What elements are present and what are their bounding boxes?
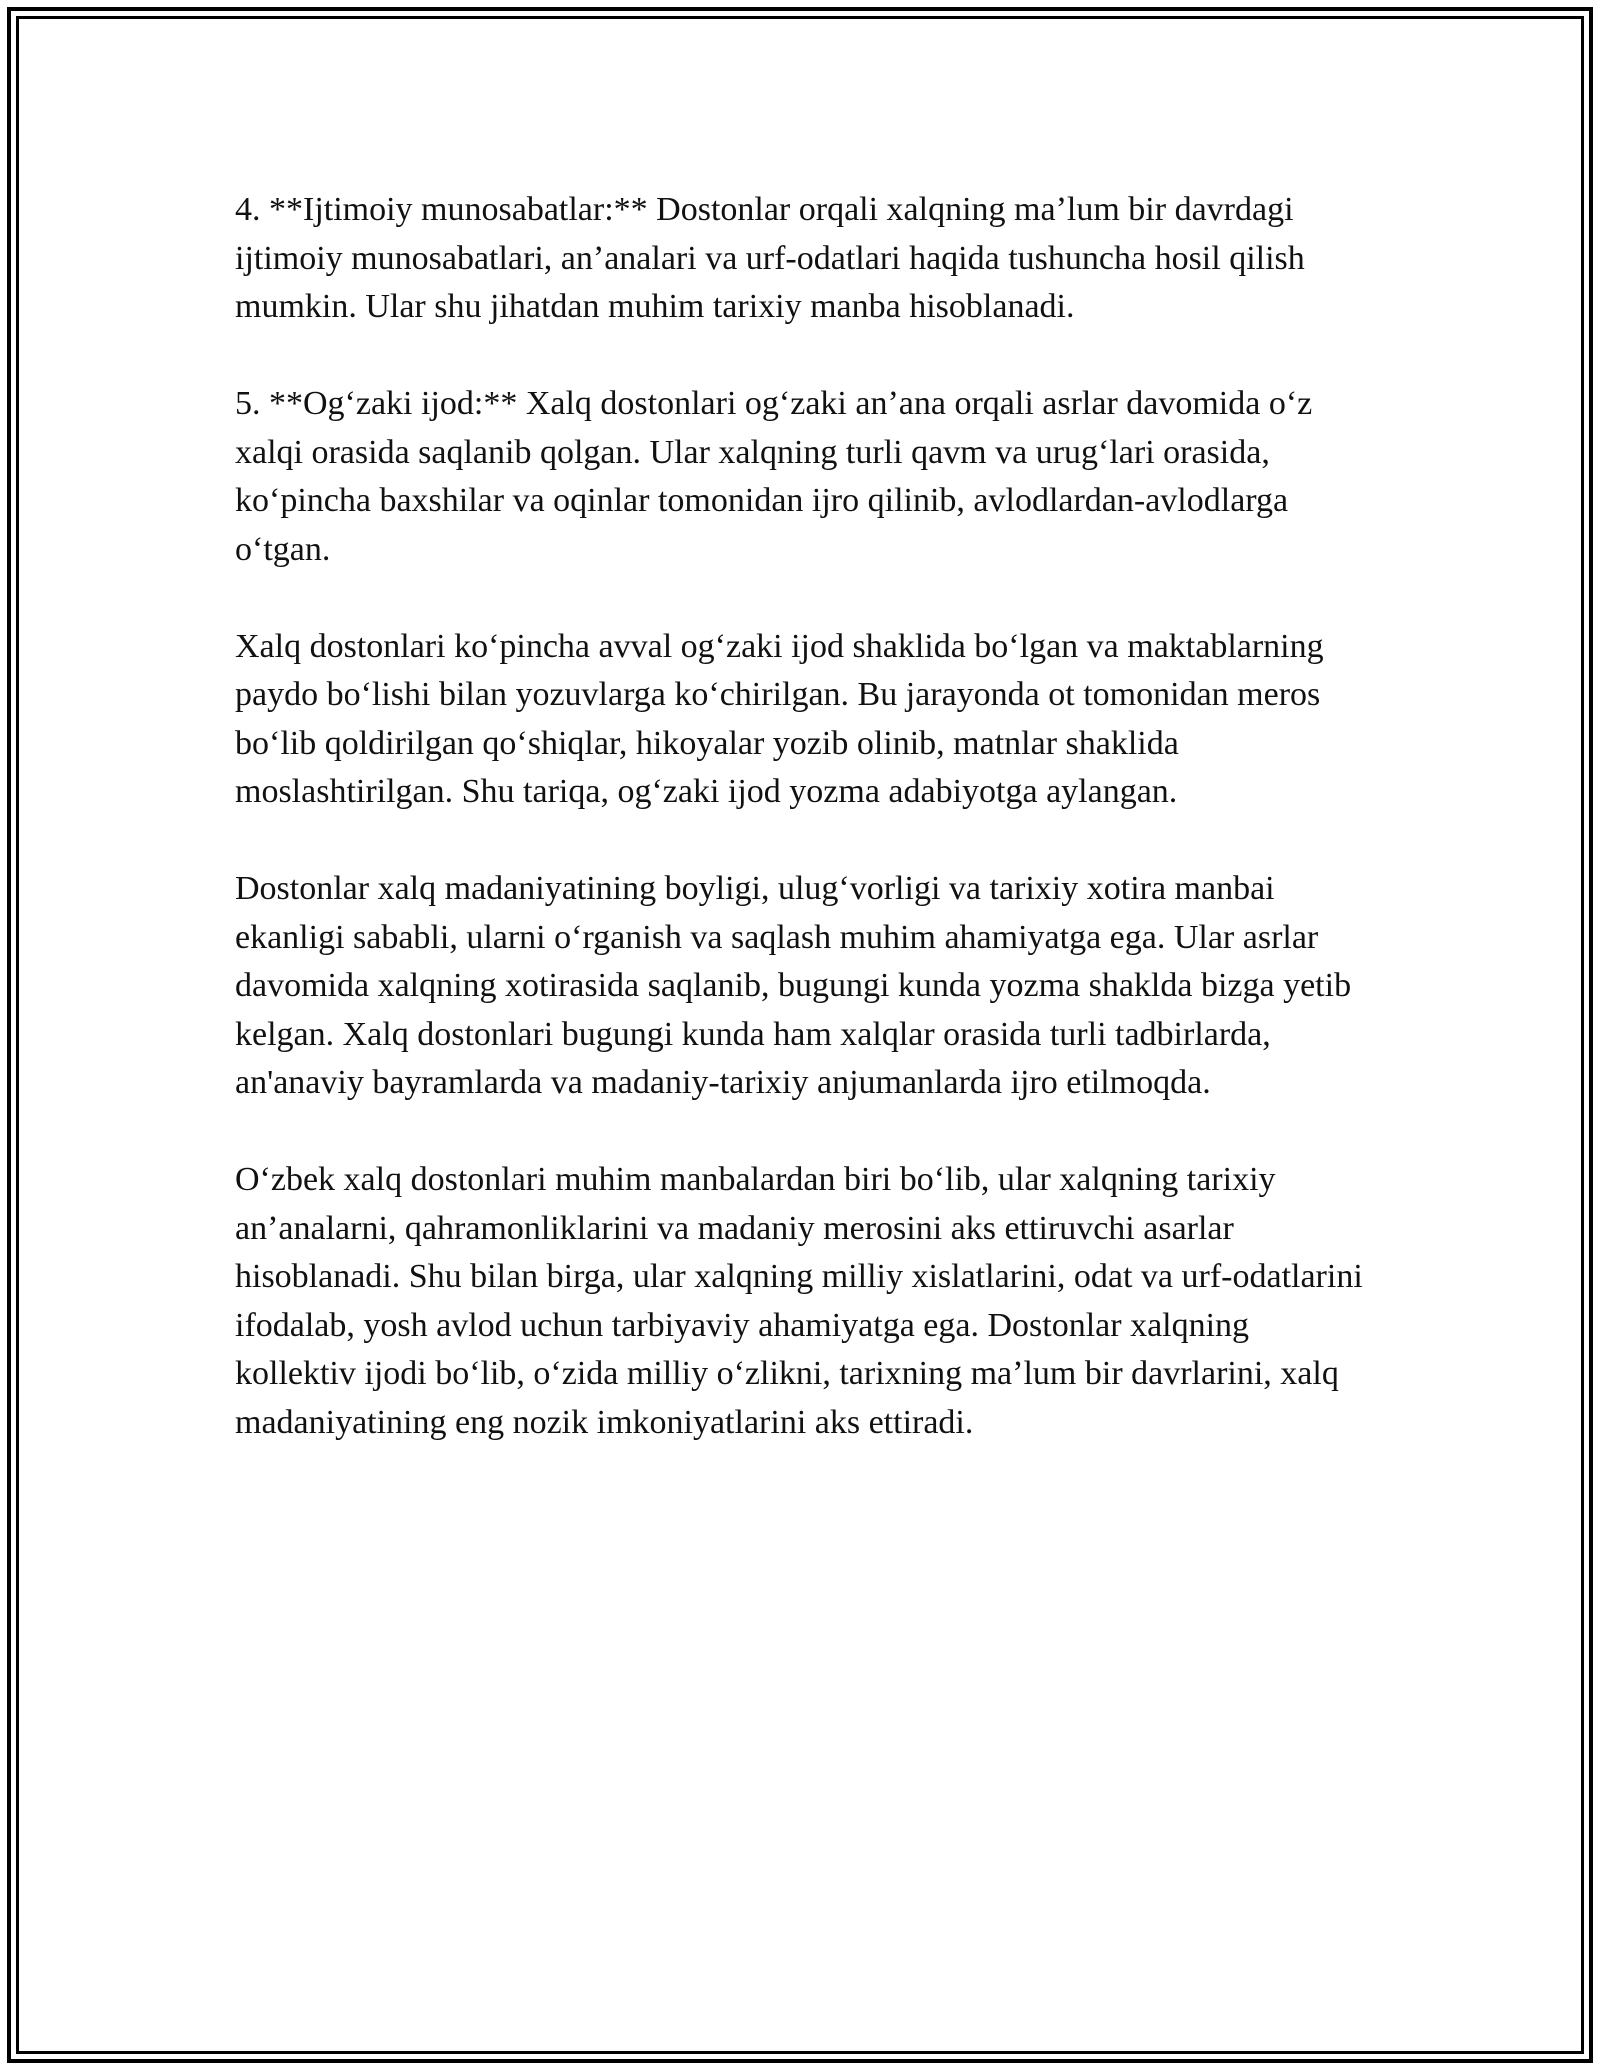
paragraph-oral-to-written: Xalq dostonlari koʻpincha avval ogʻzaki ijod shaklida boʻlgan va maktablarning paydo boʻlishi bilan yozuvlarga koʻchirilgan. Bu jarayonda ot tomonidan meros boʻlib qoldirilgan qoʻshiqlar, hikoyalar yozib olinib, matnlar shaklida moslashtirilgan. Shu tariqa, ogʻzaki ijod yozma adabiyotga aylangan. [235, 627, 1324, 810]
paragraph-cultural-heritage: Dostonlar xalq madaniyatining boyligi, ulugʻvorligi va tarixiy xotira manbai ekanligi sababli, ularni oʻrganish va saqlash muhim ahamiyatga ega. Ular asrlar davomida xalqning xotirasida saqlanib, bugungi kunda yozma shaklda bizga yetib kelgan. Xalq dostonlari bugungi kunda ham xalqlar orasida turli tadbirlarda, an'anaviy bayramlarda va madaniy-tarixiy anjumanlarda ijro etilmoqda. [235, 870, 1352, 1101]
paragraph-social-relations: 4. **Ijtimoiy munosabatlar:** Dostonlar orqali xalqning maʼlum bir davrdagi ijtimoiy munosabatlari, anʼanalari va urf-odatlari haqida tushuncha hosil qilish mumkin. Ular shu jihatdan muhim tarixiy manba hisoblanadi. [235, 191, 1305, 325]
paragraph-oral-creation: 5. **Ogʻzaki ijod:** Xalq dostonlari ogʻzaki anʼana orqali asrlar davomida oʻz xalqi orasida saqlanib qolgan. Ular xalqning turli qavm va urugʻlari orasida, koʻpincha baxshilar va oqinlar tomonidan ijro qilinib, avlodlardan-avlodlarga oʻtgan. [235, 385, 1313, 568]
document-body [235, 186, 1375, 1496]
paragraph-uzbek-epics: Oʻzbek xalq dostonlari muhim manbalardan biri boʻlib, ular xalqning tarixiy anʼanalarni, qahramonliklarini va madaniy merosini aks ettiruvchi asarlar hisoblanadi. Shu bilan birga, ular xalqning milliy xislatlarini, odat va urf-odatlarini ifodalab, yosh avlod uchun tarbiyaviy ahamiyatga ega. Dostonlar xalqning kollektiv ijodi boʻlib, oʻzida milliy oʻzlikni, tarixning maʼlum bir davrlarini, xalq madaniyatining eng nozik imkoniyatlarini aks ettiradi. [235, 1161, 1363, 1441]
